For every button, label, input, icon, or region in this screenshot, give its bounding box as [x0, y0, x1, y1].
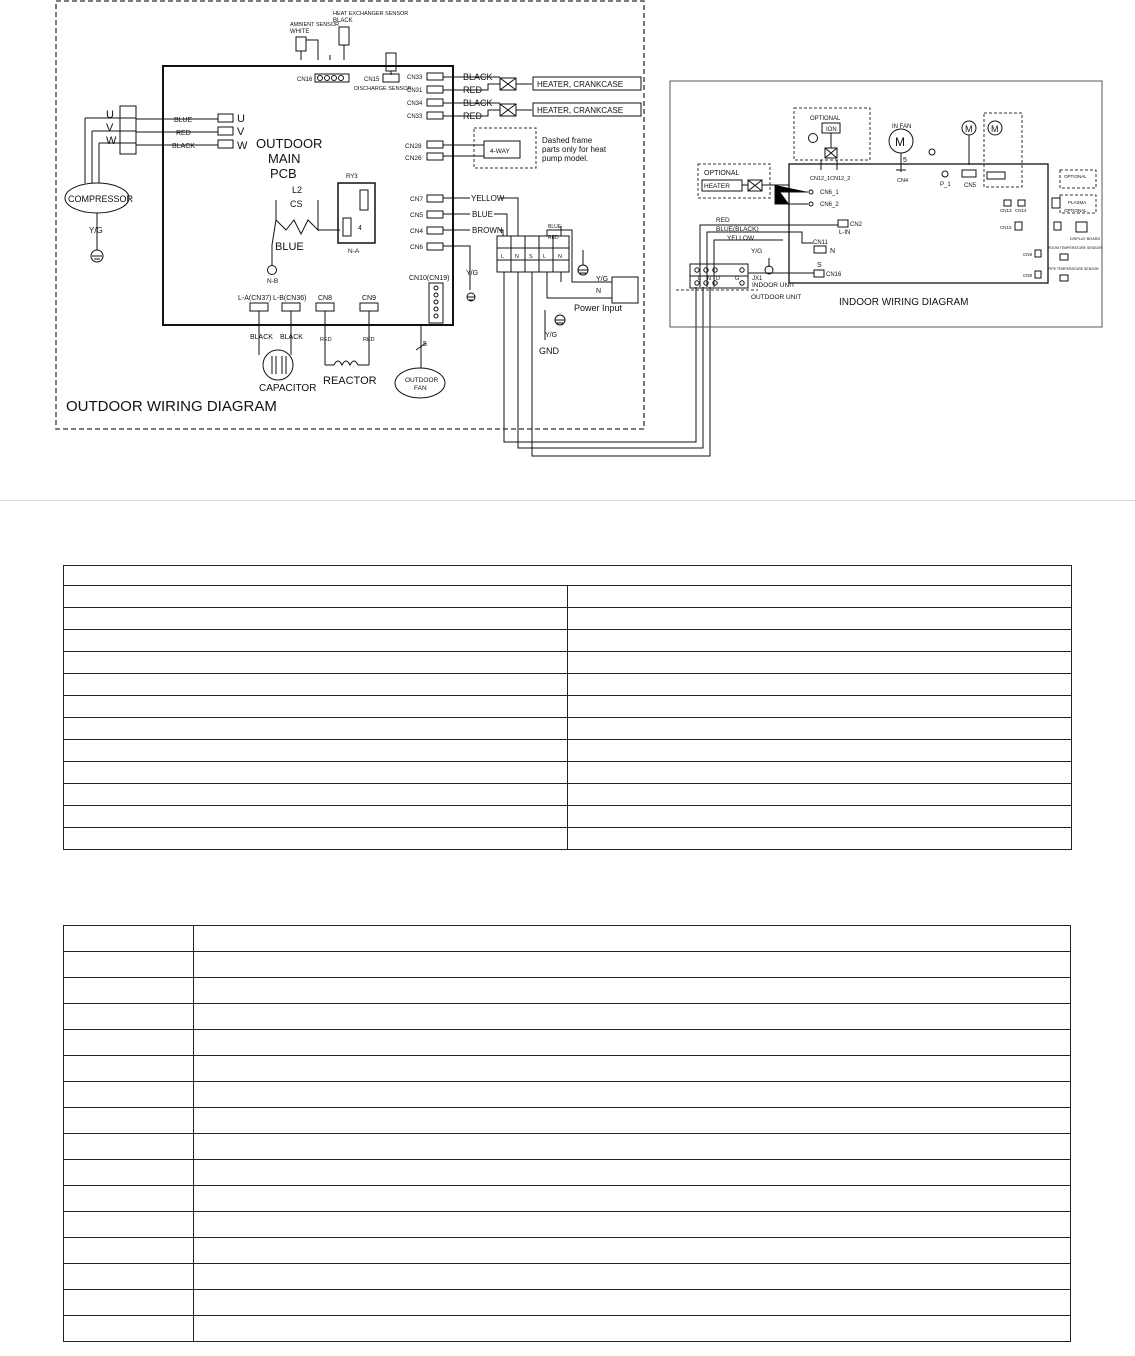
cn6-1-label: CN6_1 [820, 190, 839, 196]
tb-S: S [529, 254, 533, 260]
jx1-label: JX1 [752, 276, 763, 282]
capacitor-label: CAPACITOR [259, 383, 317, 394]
dashed-note-1: Dashed frame [542, 136, 593, 145]
cn15-connector [383, 74, 399, 82]
indoor-title: INDOOR WIRING DIAGRAM [839, 297, 969, 308]
table-row [64, 806, 1072, 828]
itb-G: G [735, 276, 740, 282]
optional-right-1-label: OPTIONAL [1064, 174, 1087, 179]
outdoor-fan-label-1: OUTDOOR [405, 377, 439, 384]
wiring-diagram [0, 0, 1135, 470]
reactor-label: REACTOR [323, 375, 377, 387]
table-row [64, 762, 1072, 784]
itb-L: L [698, 276, 702, 282]
nb-label: N-B [267, 278, 279, 285]
lb-label: L-B(CN36) [273, 295, 307, 302]
discharge-sensor-label: DISCHARGE SENSOR [354, 86, 412, 92]
pcb-v-label: V [237, 126, 245, 138]
cn15-label: CN15 [364, 77, 380, 83]
power-input-label: Power Input [574, 303, 623, 313]
heat-exchanger-label: HEAT EXCHANGER SENSOR [333, 11, 409, 17]
discharge-sensor-icon [386, 53, 396, 71]
outdoor-unit-label: OUTDOOR UNIT [751, 294, 802, 301]
four-way-label: 4-WAY [490, 148, 510, 155]
optional-right-3-label: OPTIONAL [1064, 208, 1087, 213]
tb-N1: N [515, 254, 519, 260]
cn33-b-label: CN33 [407, 114, 423, 120]
wire-brown: BROWN [472, 226, 503, 235]
cn16-label: CN16 [297, 77, 313, 83]
pcb-label-3: PCB [270, 166, 297, 181]
fan-wire-count: 5 [423, 341, 427, 348]
tb-L2: L [543, 254, 547, 260]
optional-right-1 [1060, 170, 1096, 188]
table-row [64, 828, 1072, 850]
table-row [64, 1134, 1071, 1160]
pcb-label-1: OUTDOOR [256, 136, 323, 151]
section-divider [0, 500, 1135, 501]
heater-crankcase-label-2: HEATER, CRANKCASE [537, 106, 624, 115]
cn34-label: CN34 [407, 101, 423, 107]
table-row [64, 1056, 1071, 1082]
tb-N2: N [558, 254, 562, 260]
wire-blue: BLUE [472, 210, 493, 219]
cap-wire-black-1: BLACK [250, 334, 273, 341]
table-row [64, 718, 1072, 740]
table-row [64, 674, 1072, 696]
table-row [64, 1108, 1071, 1134]
wire-red-2: RED [463, 111, 483, 121]
swing-motor-symbol: M [965, 124, 973, 134]
cn6-yg-label: Y/G [466, 270, 479, 277]
table-row [64, 1082, 1071, 1108]
ambient-sensor-color: WHITE [290, 29, 310, 35]
tb-blue: BLUE [548, 224, 562, 230]
cn6-label: CN6 [410, 244, 424, 251]
pcb-label-2: MAIN [268, 151, 301, 166]
reactor-icon [334, 361, 360, 365]
table-header-row [64, 566, 1072, 586]
ambient-sensor-label: AMBIENT SENSOR [290, 22, 340, 28]
cn12-label: CN12_1CN12_2 [810, 176, 851, 182]
phase-wire-red: RED [176, 130, 191, 137]
table-row [64, 740, 1072, 762]
reactor-wire-red-2: RED [363, 337, 375, 343]
swing-motor-2-symbol: M [991, 124, 999, 134]
table-row [64, 1160, 1071, 1186]
dashed-note-2: parts only for heat [542, 145, 607, 154]
nb-terminal [268, 266, 277, 275]
table-row [64, 1212, 1071, 1238]
in-fan-motor-symbol: M [895, 135, 905, 149]
cap-wire-black-2: BLACK [280, 334, 303, 341]
table-row [64, 1186, 1071, 1212]
indoor-wire-red: RED [716, 217, 730, 224]
cn9-indoor-label: CN9 [1023, 252, 1033, 257]
table-row [64, 926, 1071, 952]
cn2-label: CN2 [850, 222, 863, 228]
cn8-indoor-label: CN8 [1023, 273, 1033, 278]
lin-label: L-IN [839, 230, 851, 236]
display-board-label: DISPLAY BOARD [1070, 237, 1101, 241]
relay-ry3 [338, 183, 375, 243]
table-row [64, 978, 1071, 1004]
phase-wire-black: BLACK [172, 143, 195, 150]
compressor-label: COMPRESSOR [68, 194, 134, 204]
uvw-terminal [120, 106, 136, 154]
table-row [64, 652, 1072, 674]
cn31-label: CN31 [407, 88, 423, 94]
optional-ion-label: OPTIONAL [810, 116, 841, 122]
la-label: L-A(CN37) [238, 295, 272, 302]
cn10-label: CN10(CN19) [409, 275, 450, 282]
cn10-indoor-label: CN10 [1000, 225, 1012, 230]
indoor-unit-label: INDOOR UNIT [752, 282, 795, 289]
terminal-w: W [106, 135, 117, 147]
s-label: S [817, 262, 822, 269]
table-row [64, 1290, 1071, 1316]
wire-black-1: BLACK [463, 72, 493, 82]
phase-wire-blue: BLUE [174, 117, 193, 124]
ry3-label: RY3 [346, 174, 358, 180]
optional-heater-label: OPTIONAL [704, 170, 740, 177]
l2-label: L2 [292, 185, 303, 195]
table-row [64, 952, 1071, 978]
cn5-indoor-label: CN5 [964, 183, 977, 189]
tb-L1: L [501, 254, 505, 260]
heat-exchanger-color: BLACK [333, 18, 353, 24]
cn10-connector [429, 283, 443, 323]
cn5-label: CN5 [410, 212, 424, 219]
cn11-label: CN11 [813, 240, 828, 246]
heater-label: HEATER [704, 183, 730, 190]
n-label: N [830, 248, 836, 255]
cn13-label: CN13 [1000, 208, 1012, 213]
capacitor-icon [263, 350, 293, 380]
pi-n: N [596, 288, 602, 295]
table-row [64, 696, 1072, 718]
itb-N: N [707, 276, 711, 282]
tb-red: RED [548, 235, 559, 241]
table-row [64, 1004, 1071, 1030]
indoor-wire-yellow: YELLOW [727, 235, 755, 242]
heat-exchanger-sensor-icon [339, 27, 349, 45]
cn28-label: CN28 [405, 143, 422, 150]
table-row [64, 1316, 1071, 1342]
table-row [64, 630, 1072, 652]
terminal-u: U [106, 109, 114, 121]
table-row [64, 586, 1072, 608]
table-row [64, 1264, 1071, 1290]
heater-crankcase-label-1: HEATER, CRANKCASE [537, 80, 624, 89]
optional-right-2-label: PLASMA [1068, 200, 1087, 205]
table-row [64, 1030, 1071, 1056]
outdoor-title: OUTDOOR WIRING DIAGRAM [66, 398, 277, 415]
cn6-2-label: CN6_2 [820, 202, 839, 208]
pipe-sensor-label: PIPE TEMPERATURE SENSOR [1048, 267, 1099, 271]
cn7-label: CN7 [410, 196, 424, 203]
in-fan-label: IN FAN [892, 124, 912, 130]
ion-label: ION [826, 127, 837, 133]
cn9-label: CN9 [362, 295, 377, 302]
pcb-u-label: U [237, 113, 245, 125]
cn4-label: CN4 [410, 228, 424, 235]
compressor-yg: Y/G [89, 226, 103, 235]
power-input-box [612, 277, 638, 303]
cn26-label: CN26 [405, 155, 422, 162]
empty-table-1 [63, 565, 1072, 850]
indoor-wire-blue: BLUE(BLACK) [716, 226, 759, 233]
cs-blue-label: BLUE [275, 241, 304, 253]
indoor-wire-yg: Y/G [751, 248, 763, 255]
empty-table-2 [63, 925, 1071, 1342]
cn33-a-label: CN33 [407, 75, 423, 81]
table-row [64, 1238, 1071, 1264]
reactor-wire-red-1: RED [320, 337, 332, 343]
itb-D: D [716, 276, 720, 282]
ambient-sensor-icon [296, 37, 306, 51]
pi-yg: Y/G [596, 276, 609, 283]
na-label: N-A [348, 248, 360, 255]
cs-label: CS [290, 199, 303, 209]
wire-black-2: BLACK [463, 98, 493, 108]
room-sensor-label: ROOM TEMPERATURE SENSOR [1048, 246, 1102, 250]
wire-red-1: RED [463, 85, 483, 95]
ry3-number: 4 [358, 225, 362, 232]
gnd-label: GND [539, 346, 559, 356]
in-fan-count: 5 [903, 157, 907, 164]
table-row [64, 608, 1072, 630]
cn4-indoor-label: CN4 [897, 178, 909, 184]
cn14-label: CN14 [1015, 208, 1027, 213]
pcb-w-label: W [237, 140, 248, 152]
outdoor-fan-label-2: FAN [414, 385, 427, 392]
p1-label: P_1 [940, 182, 951, 188]
ion-ground-icon [809, 134, 818, 143]
indoor-frame [670, 81, 1102, 327]
gnd-yg: Y/G [545, 332, 558, 339]
wire-yellow: YELLOW [471, 194, 505, 203]
table-row [64, 784, 1072, 806]
cn8-label: CN8 [318, 295, 333, 302]
dashed-note-3: pump model. [542, 154, 589, 163]
cn16-indoor-label: CN16 [826, 272, 842, 278]
terminal-v: V [106, 122, 114, 134]
